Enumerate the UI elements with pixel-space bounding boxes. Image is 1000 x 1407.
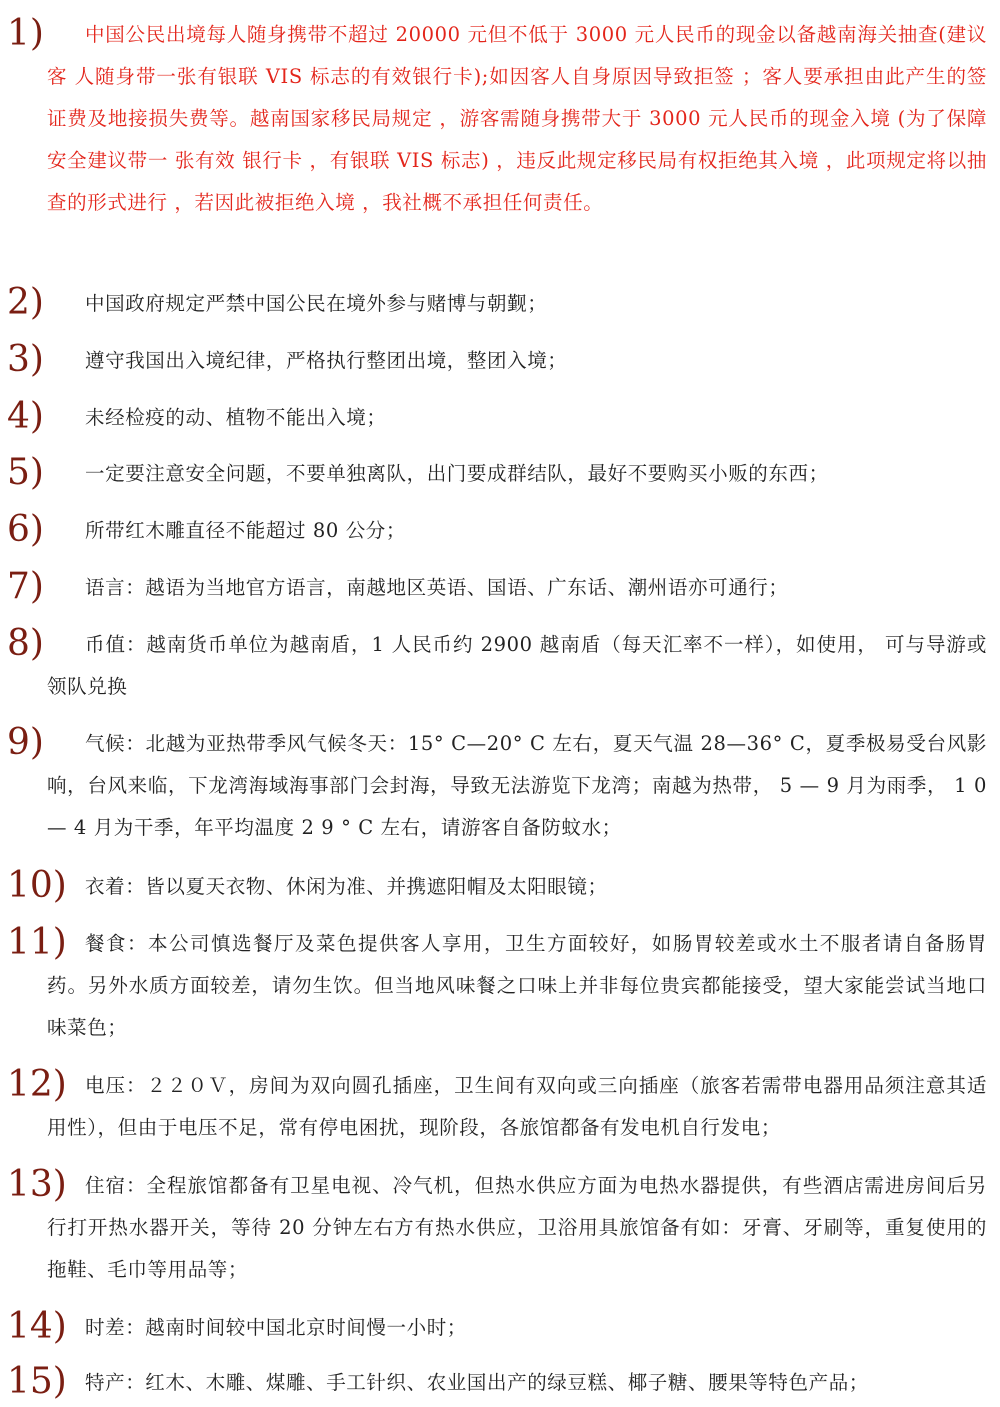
item-text: 币值：越南货币单位为越南盾，1 人民币约 2900 越南盾（每天汇率不一样），如使用， 可与导游或领队兑换 xyxy=(47,633,987,698)
item-text: 时差：越南时间较中国北京时间慢一小时； xyxy=(85,1316,467,1339)
item-text: 住宿：全程旅馆都备有卫星电视、冷气机，但热水供应方面为电热水器提供，有些酒店需进房间后另行打开热水器开关，等待 20 分钟左右方有热水供应，卫浴用具旅馆备有如：牙膏、牙刷等，重复使用的拖鞋、毛巾等用品等； xyxy=(47,1174,987,1281)
item-text: 特产：红木、木雕、煤雕、手工针织、农业国出产的绿豆糕、椰子糖、腰果等特色产品； xyxy=(85,1371,869,1394)
item-number: 8) xyxy=(7,623,44,664)
item-number: 2) xyxy=(7,282,44,323)
item-number: 9) xyxy=(7,722,44,763)
item-text: 中国政府规定严禁中国公民在境外参与赌博与朝觐； xyxy=(85,292,548,315)
item-text: 气候：北越为亚热带季风气候冬天：15° C—20° C 左右，夏天气温 28—36° C，夏季极易受台风影响，台风来临，下龙湾海域海事部门会封海，导致无法游览下龙湾；南越为热带， 5 — 9 月为雨季， 1 0 — 4 月为干季，年平均温度 2 9 ° C 左右，请游客自备防蚊水； xyxy=(47,732,987,839)
item-text: 语言：越语为当地官方语言，南越地区英语、国语、广东话、潮州语亦可通行； xyxy=(85,576,789,599)
item-number: 15) xyxy=(7,1361,67,1402)
item-number: 7) xyxy=(7,566,44,607)
item-number: 5) xyxy=(7,452,44,493)
item-number: 6) xyxy=(7,509,44,550)
item-text: 电压：２２０Ｖ，房间为双向圆孔插座，卫生间有双向或三向插座（旅客若需带电器用品须注意其适用性），但由于电压不足，常有停电困扰，现阶段，各旅馆都备有发电机自行发电； xyxy=(47,1074,987,1139)
item-text: 所带红木雕直径不能超过 80 公分； xyxy=(85,519,407,542)
item-number: 14) xyxy=(7,1306,67,1347)
item-text: 一定要注意安全问题，不要单独离队，出门要成群结队，最好不要购买小贩的东西； xyxy=(85,462,829,485)
item-number: 11) xyxy=(7,922,67,963)
item-number: 1) xyxy=(7,13,44,54)
item-text: 遵守我国出入境纪律，严格执行整团出境，整团入境； xyxy=(85,349,568,372)
item-text: 衣着：皆以夏天衣物、休闲为准、并携遮阳帽及太阳眼镜； xyxy=(85,875,608,898)
item-number: 13) xyxy=(7,1164,67,1205)
item-text: 中国公民出境每人随身携带不超过 20000 元但不低于 3000 元人民币的现金以备越南海关抽查(建议客 人随身带一张有银联 VIS 标志的有效银行卡);如因客人自身原因导致拒签 ；客人要承担由此产生的签证费及地接损失费等。越南国家移民局规定 ，游客需随身携带大于 3000 元人民币的现金入境 (为了保障安全建议带一 张有效 银行卡 ，有银联 VIS 标志) ，违反此规定移民局有权拒绝其入境 ，此项规定将以抽查的形式进行 ，若因此被拒绝入境 ，我社概不承担任何责任。 xyxy=(47,23,987,214)
item-number: 10) xyxy=(7,865,67,906)
item-number: 3) xyxy=(7,339,44,380)
item-text: 餐食：本公司慎选餐厅及菜色提供客人享用，卫生方面较好，如肠胃较差或水土不服者请自备肠胃药。另外水质方面较差，请勿生饮。但当地风味餐之口味上并非每位贵宾都能接受，望大家能尝试当地口味菜色； xyxy=(47,932,987,1039)
item-text: 未经检疫的动、植物不能出入境； xyxy=(85,406,387,429)
item-number: 4) xyxy=(7,396,44,437)
item-number: 12) xyxy=(7,1064,67,1105)
